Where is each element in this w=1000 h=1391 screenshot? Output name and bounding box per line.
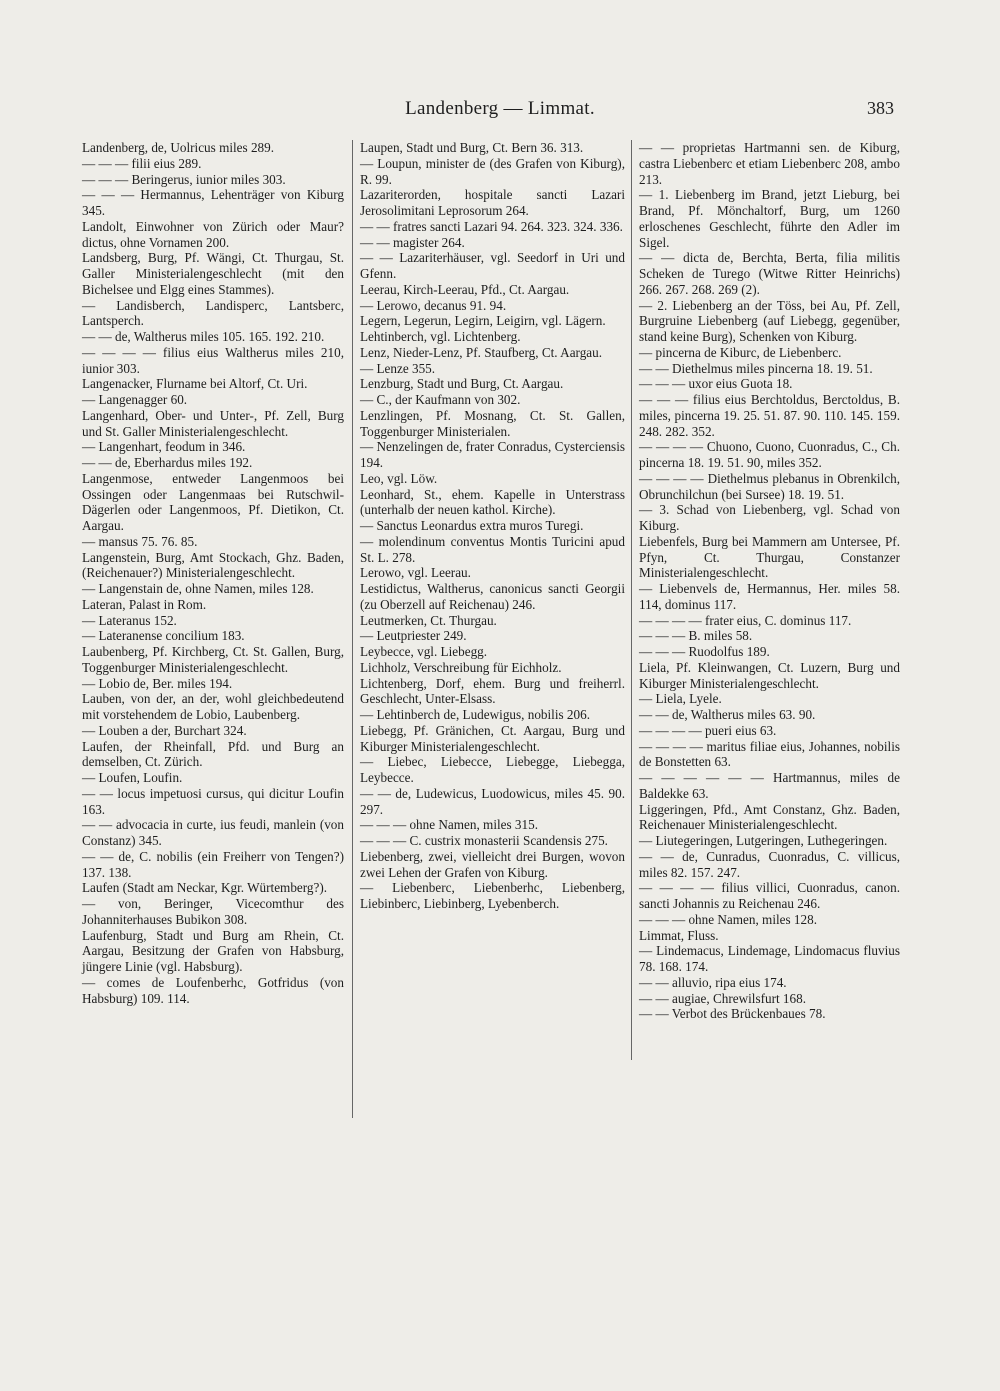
index-entry: Leybecce, vgl. Liebegg.: [360, 644, 488, 659]
index-entry: — — de, Waltherus miles 63. 90.: [639, 707, 816, 722]
index-entry: Liela, Pf. Kleinwangen, Ct. Luzern, Burg und Kiburger Ministerialengeschlecht.: [639, 659, 900, 691]
index-entry: Lauben, von der, an der, wohl gleichbedeutend mit vorstehendem de Lobio, Laubenberg.: [82, 691, 344, 722]
index-entry: — — — uxor eius Guota 18.: [639, 376, 793, 392]
index-entry: — — alluvio, ripa eius 174.: [639, 974, 787, 990]
index-entry: Laufenburg, Stadt und Burg am Rhein, Ct. Aargau, Besitzung der Grafen von Habsburg, jüngere Linie (vgl. Habsburg).: [82, 927, 344, 974]
index-entry: — — locus impetuosi cursus, qui dicitur Loufin 163.: [82, 785, 344, 817]
index-entry: Lazariterorden, hospitale sancti Lazari Jerosolimitani Leprosorum 264.: [360, 187, 625, 218]
index-entry: — — — Ruodolfus 189.: [639, 644, 770, 659]
index-entry: Limmat, Fluss.: [639, 927, 719, 943]
index-entry: — Leutpriester 249.: [360, 628, 467, 644]
index-entry: — — — — frater eius, C. dominus 117.: [639, 612, 852, 628]
index-entry: — — dicta de, Berchta, Berta, filia militis Scheken de Turego (Witwe Ritter Heinrichs) 266. 267. 268. 269 (2).: [639, 250, 900, 297]
index-entry: — — de, C. nobilis (ein Freiherr von Tengen?) 137. 138.: [82, 848, 344, 880]
index-entry: Liebenfels, Burg bei Mammern am Untersee, Pf. Pfyn, Ct. Thurgau, Constanzer Ministerialengeschlecht.: [639, 533, 900, 581]
index-entry: — — — — Chuono, Cuono, Cuonradus, C., Ch. pincerna 18. 19. 51. 90, miles 352.: [639, 439, 900, 470]
index-entry: — Lerowo, decanus 91. 94.: [360, 297, 507, 313]
index-entry: — — de, Eberhardus miles 192.: [82, 455, 253, 470]
index-column-3: [639, 140, 900, 1022]
index-entry: — Lenze 355.: [360, 360, 436, 376]
index-entry: — Liutegeringen, Lutgeringen, Luthegeringen.: [639, 833, 888, 848]
index-entry: — C., der Kaufmann von 302.: [360, 392, 521, 407]
index-entry: — Louben a der, Burchart 324.: [82, 722, 247, 738]
index-entry: Lateran, Palast in Rom.: [82, 596, 207, 612]
index-entry: — — — — filius villici, Cuonradus, canon. sancti Johannis zu Reichenau 246.: [639, 880, 900, 911]
index-entry: — — — — filius eius Waltherus miles 210, iunior 303.: [82, 344, 344, 376]
index-entry: — molendinum conventus Montis Turicini apud St. L. 278.: [360, 533, 625, 565]
index-entry: Lenzburg, Stadt und Burg, Ct. Aargau.: [360, 376, 564, 392]
index-entry: — — — ohne Namen, miles 128.: [639, 911, 818, 927]
index-entry: — — — Hermannus, Lehenträger von Kiburg 345.: [82, 187, 344, 218]
index-entry: — — Diethelmus miles pincerna 18. 19. 51.: [639, 360, 873, 376]
index-entry: — comes de Loufenberhc, Gotfridus (von Habsburg) 109. 114.: [82, 974, 344, 1006]
index-entry: — — de, Waltherus miles 105. 165. 192. 210.: [82, 329, 325, 344]
index-entry: — — de, Cunradus, Cuonradus, C. villicus, miles 82. 157. 247.: [639, 848, 900, 880]
index-entry: — Liebenvels de, Hermannus, Her. miles 58. 114, dominus 117.: [639, 581, 900, 612]
index-entry: — Landisberch, Landisperc, Lantsberc, Lantsperch.: [82, 297, 344, 329]
index-entry: Laupen, Stadt und Burg, Ct. Bern 36. 313.: [360, 140, 584, 155]
index-entry: Lichtenberg, Dorf, ehem. Burg und freiherrl. Geschlecht, Unter-Elsass.: [360, 675, 625, 707]
index-column-2: [360, 140, 625, 912]
index-entry: — von, Beringer, Vicecomthur des Johanniterhauses Bubikon 308.: [82, 896, 344, 927]
index-entry: — 2. Liebenberg an der Töss, bei Au, Pf. Zell, Burgruine Liebenberg (auf Liebegg, gegenüber, stand keine Burg), Schenken von Kiburg.: [639, 297, 900, 344]
index-entry: Lestidictus, Waltherus, canonicus sancti Georgii (zu Oberzell auf Reichenau) 246.: [360, 581, 625, 612]
index-entry: — 1. Liebenberg im Brand, jetzt Lieburg, bei Brand, Pf. Mönchaltorf, Burg, um 1260 erloschenes Geschlecht, führte den Adler im Sigel.: [639, 187, 900, 250]
index-entry: — pincerna de Kiburc, de Liebenberc.: [639, 344, 842, 360]
index-entry: Leutmerken, Ct. Thurgau.: [360, 612, 497, 628]
index-entry: Legern, Legerun, Legirn, Leigirn, vgl. Lägern.: [360, 313, 606, 329]
index-entry: — — magister 264.: [360, 234, 465, 250]
index-entry: Langenstein, Burg, Amt Stockach, Ghz. Baden, (Reichenauer?) Ministerialengeschlecht.: [82, 549, 344, 581]
index-entry: Lenzlingen, Pf. Mosnang, Ct. St. Gallen, Toggenburger Ministerialen.: [360, 407, 625, 439]
index-entry: — Sanctus Leonardus extra muros Turegi.: [360, 518, 584, 533]
index-entry: — — proprietas Hartmanni sen. de Kiburg, castra Liebenberc et etiam Liebenberc 208, ambo 213.: [639, 140, 900, 187]
index-entry: — — — — Diethelmus plebanus in Obrenkilch, Obrunchilchun (bei Sursee) 18. 19. 51.: [639, 470, 900, 502]
index-entry: Landolt, Einwohner von Zürich oder Maur? dictus, ohne Vornamen 200.: [82, 218, 344, 250]
index-entry: Landenberg, de, Uolricus miles 289.: [82, 140, 275, 155]
index-entry: Leo, vgl. Löw.: [360, 470, 438, 486]
index-entry: — Liela, Lyele.: [639, 691, 722, 707]
index-entry: Lichholz, Verschreibung für Eichholz.: [360, 659, 562, 675]
index-entry: — — — — pueri eius 63.: [639, 722, 777, 738]
index-entry: Liggeringen, Pfd., Amt Constanz, Ghz. Baden, Reichenauer Ministerialengeschlecht.: [639, 801, 900, 833]
index-entry: — — de, Ludewicus, Luodowicus, miles 45. 90. 297.: [360, 785, 625, 817]
index-entry: — — — — — — Hartmannus, miles de Baldekke 63.: [639, 770, 900, 801]
index-entry: — — — filius eius Berchtoldus, Berctoldus, B. miles, pincerna 19. 25. 51. 87. 90. 110. 145. 159. 248. 282. 352.: [639, 392, 900, 439]
index-entry: — — — ohne Namen, miles 315.: [360, 817, 539, 833]
index-entry: Lerowo, vgl. Leerau.: [360, 565, 471, 581]
index-entry: Laufen (Stadt am Neckar, Kgr. Würtemberg?).: [82, 880, 328, 896]
index-entry: — — augiae, Chrewilsfurt 168.: [639, 990, 807, 1006]
index-entry: Lenz, Nieder-Lenz, Pf. Staufberg, Ct. Aargau.: [360, 344, 603, 360]
index-entry: — — — Beringerus, iunior miles 303.: [82, 171, 286, 187]
index-entry: Langenacker, Flurname bei Altorf, Ct. Uri.: [82, 376, 308, 392]
column-divider: [352, 140, 353, 1118]
index-entry: — — — filii eius 289.: [82, 155, 202, 171]
index-entry: Liebenberg, zwei, vielleicht drei Burgen, wovon zwei Lehen der Grafen von Kiburg.: [360, 848, 625, 880]
index-entry: — Langenagger 60.: [82, 392, 188, 407]
index-column-1: [82, 140, 344, 1006]
index-entry: Liebegg, Pf. Gränichen, Ct. Aargau, Burg und Kiburger Ministerialengeschlecht.: [360, 722, 625, 754]
index-entry: — Langenhart, feodum in 346.: [82, 439, 246, 455]
index-entry: Langenhard, Ober- und Unter-, Pf. Zell, Burg und St. Galler Ministerialengeschlecht.: [82, 407, 344, 439]
index-entry: Landsberg, Burg, Pf. Wängi, Ct. Thurgau, St. Galler Ministerialengeschlecht (mit den Bichelsee und Elgg eines Stammes).: [82, 250, 344, 297]
index-entry: — Lobio de, Ber. miles 194.: [82, 675, 233, 691]
index-entry: — Nenzelingen de, frater Conradus, Cysterciensis 194.: [360, 439, 625, 470]
index-entry: — — — C. custrix monasterii Scandensis 275.: [360, 833, 608, 848]
index-entry: — — Lazariterhäuser, vgl. Seedorf in Uri und Gfenn.: [360, 250, 625, 281]
index-entry: Leerau, Kirch-Leerau, Pfd., Ct. Aargau.: [360, 281, 570, 297]
index-entry: — Liebec, Liebecce, Liebegge, Liebegga, Leybecce.: [360, 754, 625, 785]
column-divider: [631, 140, 632, 1060]
index-entry: — 3. Schad von Liebenberg, vgl. Schad von Kiburg.: [639, 502, 900, 533]
index-entry: — Loupun, minister de (des Grafen von Kiburg), R. 99.: [360, 155, 625, 187]
page-header: [0, 98, 1000, 128]
index-entry: — Lindemacus, Lindemage, Lindomacus fluvius 78. 168. 174.: [639, 943, 900, 974]
index-entry: — Lateranense concilium 183.: [82, 628, 245, 644]
index-entry: Langenmose, entweder Langenmoos bei Ossingen oder Langenmaas bei Rutschwil-Dägerlen oder Langenmoos, Pf. Dietikon, Ct. Aargau.: [82, 470, 344, 533]
index-entry: — — — B. miles 58.: [639, 628, 753, 644]
index-entry: Leonhard, St., ehem. Kapelle in Unterstrass (unterhalb der neuen kathol. Kirche).: [360, 486, 625, 518]
index-entry: — Liebenberc, Liebenberhc, Liebenberg, Liebinberc, Liebinberg, Lyebenberch.: [360, 880, 625, 911]
index-entry: — — — — maritus filiae eius, Johannes, nobilis de Bonstetten 63.: [639, 738, 900, 770]
index-entry: — — Verbot des Brückenbaues 78.: [639, 1006, 826, 1022]
page-number: 383: [867, 98, 894, 118]
running-head: Landenberg — Limmat.: [405, 98, 595, 119]
index-entry: — Loufen, Loufin.: [82, 770, 183, 785]
index-entry: — Lateranus 152.: [82, 612, 177, 628]
index-entry: — — fratres sancti Lazari 94. 264. 323. 324. 336.: [360, 218, 623, 234]
index-entry: Laubenberg, Pf. Kirchberg, Ct. St. Gallen, Burg, Toggenburger Ministerialengeschlecht.: [82, 644, 344, 675]
index-entry: Lehtinberch, vgl. Lichtenberg.: [360, 329, 521, 344]
index-entry: — Langenstain de, ohne Namen, miles 128.: [82, 581, 314, 596]
index-entry: — — advocacia in curte, ius feudi, manlein (von Constanz) 345.: [82, 817, 344, 848]
index-entry: Laufen, der Rheinfall, Pfd. und Burg an demselben, Ct. Zürich.: [82, 738, 344, 770]
index-entry: — Lehtinberch de, Ludewigus, nobilis 206.: [360, 707, 591, 722]
index-entry: — mansus 75. 76. 85.: [82, 533, 198, 549]
